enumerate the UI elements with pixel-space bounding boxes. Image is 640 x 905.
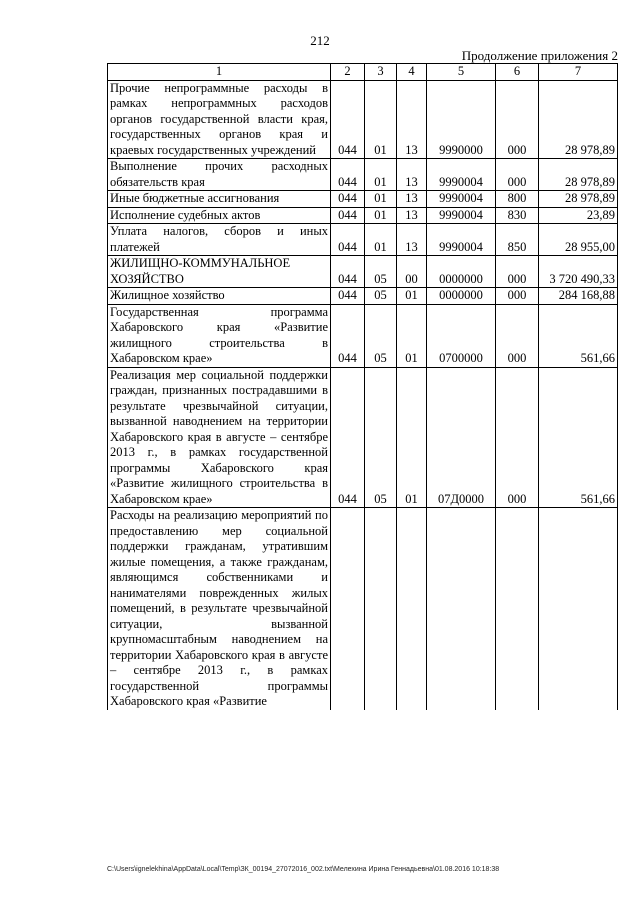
- cell-amount: 284 168,88: [539, 288, 618, 305]
- cell-subsection: 13: [397, 159, 427, 191]
- cell-target-article: 9990000: [427, 80, 496, 159]
- cell-expense-type: 830: [496, 207, 539, 224]
- table-row: [108, 304, 618, 367]
- cell-section: 01: [365, 159, 397, 191]
- row-name: ЖИЛИЩНО-КОММУНАЛЬНОЕ ХОЗЯЙСТВО: [108, 256, 331, 288]
- cell-subsection: 13: [397, 224, 427, 256]
- row-name: Иные бюджетные ассигнования: [108, 191, 331, 208]
- cell-subsection: 01: [397, 367, 427, 508]
- cell-section: 01: [365, 207, 397, 224]
- cell-ministry: 044: [331, 191, 365, 208]
- cell-expense-type: 000: [496, 304, 539, 367]
- column-header: 6: [496, 64, 539, 81]
- row-name: Прочие непрограммные расходы в рамках непрограммных расходов органов государственной власти края, государственных органов края и краевых государственных учреждений: [108, 80, 331, 159]
- cell-amount: 28 978,89: [539, 80, 618, 159]
- column-header: 1: [108, 64, 331, 81]
- cell-expense-type: 000: [496, 256, 539, 288]
- cell-amount: 561,66: [539, 367, 618, 508]
- cell-ministry: 044: [331, 224, 365, 256]
- cell-amount: 23,89: [539, 207, 618, 224]
- cell-amount: 28 978,89: [539, 191, 618, 208]
- cell-expense-type: [496, 508, 539, 710]
- cell-section: 01: [365, 224, 397, 256]
- cell-section: 01: [365, 80, 397, 159]
- cell-ministry: 044: [331, 288, 365, 305]
- table-row: [108, 159, 618, 191]
- cell-ministry: 044: [331, 207, 365, 224]
- cell-ministry: 044: [331, 159, 365, 191]
- cell-target-article: 9990004: [427, 207, 496, 224]
- cell-target-article: 0000000: [427, 288, 496, 305]
- row-name: Уплата налогов, сборов и иных платежей: [108, 224, 331, 256]
- cell-section: 05: [365, 304, 397, 367]
- cell-section: 05: [365, 288, 397, 305]
- cell-subsection: [397, 508, 427, 710]
- table-row: [108, 207, 618, 224]
- table-header-row: [108, 64, 618, 81]
- cell-subsection: 01: [397, 304, 427, 367]
- cell-subsection: 01: [397, 288, 427, 305]
- cell-ministry: 044: [331, 256, 365, 288]
- cell-subsection: 13: [397, 191, 427, 208]
- page-number: 212: [310, 33, 330, 48]
- cell-subsection: 13: [397, 207, 427, 224]
- cell-target-article: 9990004: [427, 191, 496, 208]
- table-row: [108, 191, 618, 208]
- cell-target-article: [427, 508, 496, 710]
- file-path-footer: C:\Users\ignelekhina\AppData\Local\Temp\ЗК_00194_27072016_002.txt\Мелехина Ирина Геннадьевна\01.08.2016 10:18:38: [107, 866, 500, 873]
- cell-target-article: 07Д0000: [427, 367, 496, 508]
- table-row: [108, 80, 618, 159]
- column-header: 4: [397, 64, 427, 81]
- cell-expense-type: 000: [496, 288, 539, 305]
- cell-ministry: 044: [331, 304, 365, 367]
- cell-ministry: 044: [331, 367, 365, 508]
- cell-target-article: 9990004: [427, 224, 496, 256]
- row-name: Исполнение судебных актов: [108, 207, 331, 224]
- table-row: [108, 508, 618, 710]
- column-header: 7: [539, 64, 618, 81]
- cell-ministry: [331, 508, 365, 710]
- table-row: [108, 288, 618, 305]
- cell-section: [365, 508, 397, 710]
- cell-subsection: 13: [397, 80, 427, 159]
- cell-expense-type: 800: [496, 191, 539, 208]
- cell-subsection: 00: [397, 256, 427, 288]
- cell-amount: 561,66: [539, 304, 618, 367]
- cell-target-article: 0700000: [427, 304, 496, 367]
- row-name: Жилищное хозяйство: [108, 288, 331, 305]
- cell-section: 01: [365, 191, 397, 208]
- column-header: 5: [427, 64, 496, 81]
- budget-table: [107, 63, 618, 710]
- cell-expense-type: 850: [496, 224, 539, 256]
- cell-expense-type: 000: [496, 80, 539, 159]
- cell-amount: 3 720 490,33: [539, 256, 618, 288]
- cell-section: 05: [365, 256, 397, 288]
- cell-amount: [539, 508, 618, 710]
- column-header: 2: [331, 64, 365, 81]
- row-name: Выполнение прочих расходных обязательств края: [108, 159, 331, 191]
- row-name: Реализация мер социальной поддержки граждан, признанных пострадавшими в результате чрезвычайной ситуации, вызванной наводнением на территории Хабаровского края в августе – сентябре 2013 г., в рамках государственной программы Хабаровского края «Развитие жилищного строительства в Хабаровском крае»: [108, 367, 331, 508]
- cell-target-article: 9990004: [427, 159, 496, 191]
- row-name: Расходы на реализацию мероприятий по предоставлению мер социальной поддержки гражданам, утратившим жилые помещения, а также гражданам, являющимся собственниками и нанимателями поврежденных жилых помещений, в результате чрезвычайной ситуации, вызванной крупномасштабным наводнением на территории Хабаровского края в августе – сентябре 2013 г., в рамках государственной программы Хабаровского края «Развитие: [108, 508, 331, 710]
- cell-ministry: 044: [331, 80, 365, 159]
- cell-expense-type: 000: [496, 367, 539, 508]
- table-row: [108, 367, 618, 508]
- cell-section: 05: [365, 367, 397, 508]
- row-name: Государственная программа Хабаровского края «Развитие жилищного строительства в Хабаровском крае»: [108, 304, 331, 367]
- table-row: [108, 256, 618, 288]
- column-header: 3: [365, 64, 397, 81]
- continuation-caption: Продолжение приложения 2: [461, 48, 618, 63]
- cell-amount: 28 955,00: [539, 224, 618, 256]
- cell-expense-type: 000: [496, 159, 539, 191]
- table-row: [108, 224, 618, 256]
- cell-amount: 28 978,89: [539, 159, 618, 191]
- cell-target-article: 0000000: [427, 256, 496, 288]
